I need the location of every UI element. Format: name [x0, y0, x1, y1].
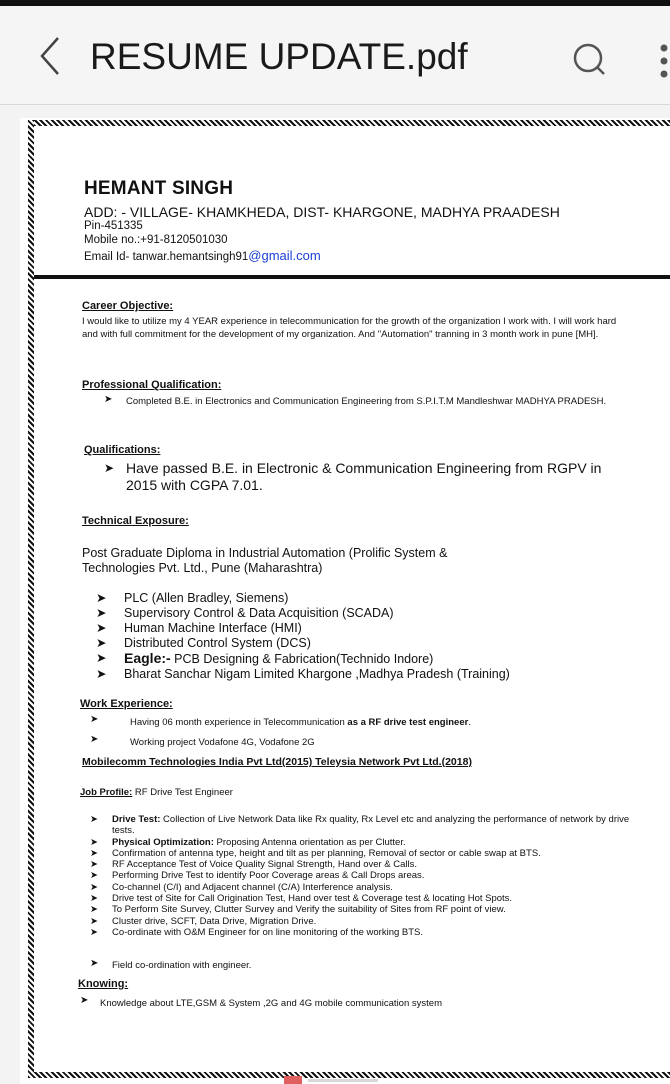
bullet-arrow-icon: ➤: [90, 870, 98, 882]
qual-item: Have passed B.E. in Electronic & Communication Engineering from RGPV in 2015 with CGPA 7.01.: [126, 460, 602, 493]
bullet-arrow-icon: ➤: [96, 591, 107, 605]
bullet-arrow-icon: ➤: [90, 836, 98, 848]
list-item: ➤ Confirmation of antenna type, height and tilt as per planning, Removal of sector or cable swap at BTS.: [90, 847, 541, 859]
bullet-arrow-icon: ➤: [90, 881, 98, 893]
email-prefix: Email Id- tanwar.hemantsingh91: [84, 251, 249, 263]
tech-intro: Post Graduate Diploma in Industrial Automation (Prolific System & Technologies Pvt. Ltd., Pune (Maharashtra): [82, 546, 448, 575]
bullet-arrow-icon: ➤: [90, 814, 98, 825]
bullet-arrow-icon: ➤: [80, 995, 89, 1006]
bullet-arrow-icon: ➤: [96, 621, 107, 635]
status-edge: [0, 0, 670, 6]
list-item: ➤ Eagle:- PCB Designing & Fabrication(Technido Indore): [96, 650, 434, 666]
list-item: ➤ Co-channel (C/I) and Adjacent channel (C/A) Interference analysis.: [90, 881, 393, 893]
work-role: as a RF drive test engineer: [347, 717, 469, 728]
job-field: Field co-ordination with engineer.: [112, 960, 252, 971]
job-profile: [80, 786, 233, 799]
eagle-label: Eagle:-: [124, 650, 171, 666]
tech-heading: Technical Exposure:: [82, 515, 189, 527]
pdf-page[interactable]: [20, 118, 670, 1084]
list-item: ➤ Supervisory Control & Data Acquisition (SCADA): [96, 606, 394, 620]
chevron-left-icon[interactable]: [34, 34, 74, 78]
page-border-left: [28, 120, 34, 1078]
bullet-arrow-icon: ➤: [90, 714, 99, 725]
candidate-address: ADD: - VILLAGE- KHAMKHEDA, DIST- KHARGONE, MADHYA PRAADESH: [84, 204, 560, 220]
bullet-arrow-icon: ➤: [90, 859, 98, 871]
candidate-name: HEMANT SINGH: [84, 178, 234, 199]
bullet-arrow-icon: ➤: [90, 915, 98, 927]
list-item: ➤ To Perform Site Survey, Clutter Survey and Verify the suitability of Sites from RF point of view.: [90, 904, 506, 916]
list-item: ➤ RF Acceptance Test of Voice Quality Signal Strength, Hand over & Calls.: [90, 859, 418, 871]
email-domain-link[interactable]: @gmail.com: [248, 248, 321, 263]
career-heading: Career Objective:: [82, 300, 174, 312]
candidate-pin: Pin-451335: [84, 220, 143, 232]
document-title: RESUME UPDATE.pdf: [90, 36, 468, 77]
qual-heading: Qualifications:: [84, 444, 161, 456]
job-role: RF Drive Test Engineer: [134, 787, 233, 798]
list-item: ➤ Distributed Control System (DCS): [96, 636, 311, 650]
list-item: ➤ Physical Optimization: Proposing Antenna orientation as per Clutter.: [90, 836, 406, 848]
list-item: ➤ PLC (Allen Bradley, Siemens): [96, 591, 289, 605]
work-companies: Mobilecomm Technologies India Pvt Ltd(2015) Teleysia Network Pvt Ltd.(2018): [82, 756, 472, 768]
page-border-top: [28, 120, 670, 126]
app-bar: [0, 0, 670, 105]
bullet-arrow-icon: ➤: [104, 461, 115, 475]
bullet-arrow-icon: ➤: [90, 734, 99, 745]
more-vert-icon[interactable]: [658, 42, 670, 82]
bullet-arrow-icon: ➤: [96, 667, 107, 681]
work-item-1: Having 06 month experience in Telecommunication as a RF drive test engineer.: [130, 717, 471, 728]
bullet-arrow-icon: ➤: [90, 893, 98, 905]
list-item: ➤ Drive test of Site for Call Origination Test, Hand over test & Coverage test & locating Hot Spots.: [90, 893, 513, 905]
bullet-arrow-icon: ➤: [96, 606, 107, 620]
list-item: ➤ Drive Test: Collection of Live Network Data like Rx quality, Rx Level etc and analyzing the performance of network by drive tests.: [90, 814, 630, 837]
list-item: ➤ Bharat Sanchar Nigam Limited Khargone ,Madhya Pradesh (Training): [96, 667, 510, 681]
tech-list: [96, 591, 510, 682]
work-item-2: Working project Vodafone 4G, Vodafone 2G: [130, 737, 315, 748]
bullet-arrow-icon: ➤: [96, 636, 107, 650]
job-list: [90, 814, 630, 938]
header-divider: [34, 275, 670, 279]
bullet-arrow-icon: ➤: [90, 847, 98, 859]
search-icon[interactable]: [570, 40, 610, 80]
list-item: ➤ Cluster drive, SCFT, Data Drive, Migration Drive.: [90, 915, 317, 927]
job-heading: Job Profile:: [80, 787, 133, 798]
career-text: I would like to utilize my 4 YEAR experience in telecommunication for the growth of the organization I work with. I will work hard and with full commitment for the development of my organization. And "Automation" tranning in 3 month work in pune [MH].: [82, 316, 617, 340]
knowing-item: Knowledge about LTE,GSM & System ,2G and 4G mobile communication system: [100, 998, 442, 1009]
prof-item: Completed B.E. in Electronics and Communication Engineering from S.P.I.T.M Mandleshwar MADHYA PRADESH.: [126, 396, 607, 407]
list-item: ➤ Co-ordinate with O&M Engineer for on line monitoring of the working BTS.: [90, 926, 424, 938]
bullet-arrow-icon: ➤: [96, 651, 107, 665]
work-heading: Work Experience:: [80, 698, 173, 710]
candidate-mobile: Mobile no.:+91-8120501030: [84, 234, 228, 246]
knowing-heading: Knowing:: [78, 978, 129, 990]
bullet-arrow-icon: ➤: [90, 958, 99, 969]
list-item: ➤ Human Machine Interface (HMI): [96, 621, 302, 635]
bullet-arrow-icon: ➤: [104, 394, 113, 405]
app-badge-icon: [264, 1074, 404, 1084]
bullet-arrow-icon: ➤: [90, 926, 98, 938]
prof-heading: Professional Qualification:: [82, 379, 222, 391]
bullet-arrow-icon: ➤: [90, 904, 98, 916]
list-item: ➤ Performing Drive Test to identify Poor Coverage areas & Call Drops areas.: [90, 870, 425, 882]
candidate-email: [84, 248, 321, 263]
